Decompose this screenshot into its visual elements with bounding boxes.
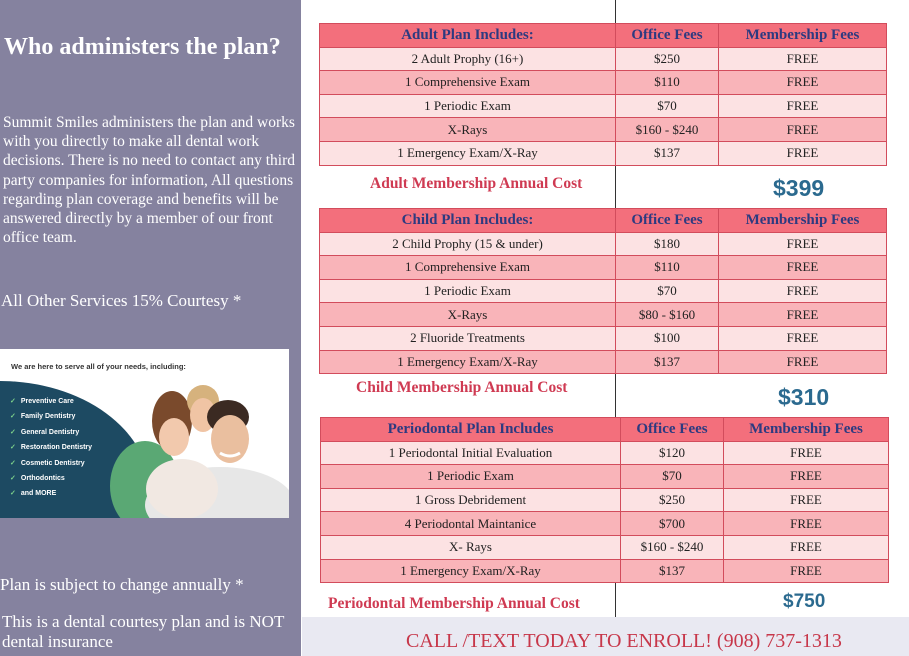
membership-fee-cell: FREE: [719, 326, 887, 350]
promo-service-item: ✓ Restoration Dentistry: [10, 444, 93, 452]
office-fees-header: Office Fees: [616, 209, 719, 233]
promo-service-item: ✓ Preventive Care: [10, 398, 74, 405]
service-cell: 1 Comprehensive Exam: [320, 256, 616, 280]
table-row: [321, 488, 889, 512]
table-row: [320, 350, 887, 374]
promo-service-item: ✓ General Dentistry: [10, 428, 80, 436]
office-fee-cell: $70: [616, 279, 719, 303]
plan-column-header: Child Plan Includes:: [320, 209, 616, 233]
promo-service-item: ✓ Cosmetic Dentistry: [10, 459, 85, 467]
table-row: [321, 441, 889, 465]
office-fee-cell: $160 - $240: [621, 535, 724, 559]
office-fee-cell: $110: [616, 256, 719, 280]
adult-cost-label: Adult Membership Annual Cost: [370, 175, 583, 192]
periodontal-cost-value: $750: [783, 591, 826, 612]
family-photo: [128, 377, 289, 518]
promo-service-item: ✓ and MORE: [10, 490, 57, 498]
table-row: [321, 559, 889, 583]
membership-fee-cell: FREE: [719, 303, 887, 327]
office-fee-cell: $160 - $240: [616, 118, 719, 142]
office-fee-cell: $70: [621, 465, 724, 489]
membership-fee-cell: FREE: [719, 141, 887, 165]
membership-fee-cell: FREE: [724, 535, 889, 559]
child-plan-table: [319, 208, 887, 374]
table-row: [320, 71, 887, 95]
membership-fee-cell: FREE: [719, 256, 887, 280]
service-cell: 1 Periodic Exam: [321, 465, 621, 489]
promo-service-item: ✓ Family Dentistry: [10, 413, 76, 421]
child-cost-label: Child Membership Annual Cost: [356, 379, 568, 396]
sidebar-title: Who administers the plan?: [4, 34, 281, 60]
service-cell: 1 Gross Debridement: [321, 488, 621, 512]
table-row: [320, 303, 887, 327]
service-cell: 4 Periodontal Maintanice: [321, 512, 621, 536]
table-row: [320, 94, 887, 118]
table-row: [321, 465, 889, 489]
courtesy-note: This is a dental courtesy plan and is NOT dental insurance: [2, 612, 285, 651]
enroll-call-to-action: CALL /TEXT TODAY TO ENROLL! (908) 737-1313: [406, 630, 842, 652]
promo-heading: We are here to serve all of your needs, including:: [11, 362, 186, 371]
membership-fee-cell: FREE: [724, 512, 889, 536]
table-row: [320, 141, 887, 165]
promo-service-list: [10, 394, 92, 502]
periodontal-cost-label: Periodontal Membership Annual Cost: [328, 595, 580, 612]
check-icon: ✓: [10, 398, 16, 405]
office-fee-cell: $80 - $160: [616, 303, 719, 327]
table-row: [320, 47, 887, 71]
table-row: [320, 326, 887, 350]
footer-banner: [302, 617, 909, 656]
check-icon: ✓: [10, 490, 16, 498]
check-icon: ✓: [10, 444, 16, 452]
plan-column-header: Adult Plan Includes:: [320, 24, 616, 48]
adult-cost-value: $399: [773, 175, 825, 201]
table-row: [321, 512, 889, 536]
membership-fee-cell: FREE: [724, 488, 889, 512]
check-icon: ✓: [10, 428, 16, 436]
check-icon: ✓: [10, 459, 16, 467]
office-fee-cell: $137: [616, 350, 719, 374]
membership-fee-cell: FREE: [719, 232, 887, 256]
table-row: [320, 232, 887, 256]
other-services-note: All Other Services 15% Courtesy *: [1, 291, 242, 310]
table-row: [320, 118, 887, 142]
table-row: [320, 279, 887, 303]
membership-fees-header: Membership Fees: [719, 24, 887, 48]
office-fee-cell: $250: [616, 47, 719, 71]
service-cell: 1 Periodontal Initial Evaluation: [321, 441, 621, 465]
membership-fee-cell: FREE: [724, 559, 889, 583]
office-fee-cell: $180: [616, 232, 719, 256]
membership-fee-cell: FREE: [719, 118, 887, 142]
mother-face-shape: [159, 418, 189, 456]
office-fees-header: Office Fees: [616, 24, 719, 48]
membership-fee-cell: FREE: [719, 47, 887, 71]
sidebar-description: Summit Smiles administers the plan and works with you directly to make all dental work decisions. There is no need to contact any third party companies for information, All questions regarding plan coverage and benefits will be answered directly by a member of our front office team.: [3, 114, 295, 247]
office-fees-header: Office Fees: [621, 418, 724, 442]
adult-plan-table: [319, 23, 887, 166]
child-cost-value: $310: [778, 384, 830, 410]
promo-service-item: ✓ Orthodontics: [10, 474, 65, 482]
service-cell: 1 Emergency Exam/X-Ray: [320, 141, 616, 165]
office-fee-cell: $250: [621, 488, 724, 512]
table-row: [320, 256, 887, 280]
table-header-row: [320, 209, 887, 233]
office-fee-cell: $110: [616, 71, 719, 95]
membership-fee-cell: FREE: [719, 350, 887, 374]
office-fee-cell: $137: [621, 559, 724, 583]
check-icon: ✓: [10, 474, 16, 482]
sidebar: [0, 0, 301, 656]
membership-fees-header: Membership Fees: [724, 418, 889, 442]
office-fee-cell: $700: [621, 512, 724, 536]
membership-fee-cell: FREE: [724, 465, 889, 489]
office-fee-cell: $70: [616, 94, 719, 118]
service-cell: X-Rays: [320, 118, 616, 142]
promo-image: [0, 349, 289, 518]
table-header-row: [321, 418, 889, 442]
membership-fee-cell: FREE: [719, 279, 887, 303]
check-icon: ✓: [10, 413, 16, 421]
plan-column-header: Periodontal Plan Includes: [321, 418, 621, 442]
service-cell: X-Rays: [320, 303, 616, 327]
office-fee-cell: $100: [616, 326, 719, 350]
membership-fee-cell: FREE: [724, 441, 889, 465]
service-cell: X- Rays: [321, 535, 621, 559]
service-cell: 2 Child Prophy (15 & under): [320, 232, 616, 256]
membership-fee-cell: FREE: [719, 71, 887, 95]
service-cell: 1 Periodic Exam: [320, 279, 616, 303]
service-cell: 1 Comprehensive Exam: [320, 71, 616, 95]
service-cell: 1 Periodic Exam: [320, 94, 616, 118]
service-cell: 2 Adult Prophy (16+): [320, 47, 616, 71]
plan-change-note: Plan is subject to change annually *: [0, 575, 244, 594]
office-fee-cell: $137: [616, 141, 719, 165]
service-cell: 1 Emergency Exam/X-Ray: [321, 559, 621, 583]
table-header-row: [320, 24, 887, 48]
mother-body-shape: [146, 459, 218, 518]
table-row: [321, 535, 889, 559]
office-fee-cell: $120: [621, 441, 724, 465]
service-cell: 1 Emergency Exam/X-Ray: [320, 350, 616, 374]
membership-fees-header: Membership Fees: [719, 209, 887, 233]
membership-fee-cell: FREE: [719, 94, 887, 118]
service-cell: 2 Fluoride Treatments: [320, 326, 616, 350]
periodontal-plan-table: [320, 417, 889, 583]
